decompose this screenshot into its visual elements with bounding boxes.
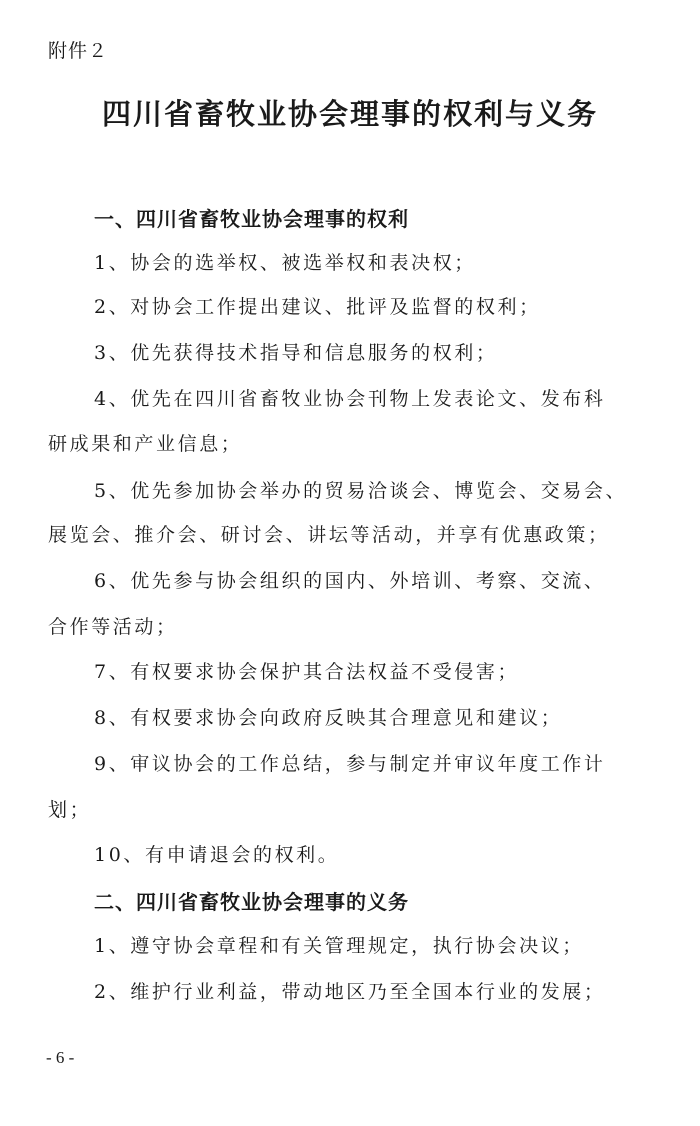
rights-line-4-cont: 研成果和产业信息；: [48, 433, 243, 455]
rights-line-8: 8、有权要求协会向政府反映其合理意见和建议；: [94, 707, 563, 729]
rights-line-7: 7、有权要求协会保护其合法权益不受侵害；: [94, 661, 520, 683]
rights-line-5-cont: 展览会、推介会、研讨会、讲坛等活动，并享有优惠政策；: [48, 524, 610, 546]
section-heading-rights: 一、四川省畜牧业协会理事的权利: [94, 207, 409, 231]
attachment-label: 附件２: [48, 40, 109, 62]
rights-line-6: 6、优先参与协会组织的国内、外培训、考察、交流、: [94, 570, 606, 592]
rights-line-10: 10、有申请退会的权利。: [94, 844, 340, 866]
rights-line-4: 4、优先在四川省畜牧业协会刊物上发表论文、发布科: [94, 388, 606, 410]
section-heading-duties: 二、四川省畜牧业协会理事的义务: [94, 890, 409, 914]
rights-line-9: 9、审议协会的工作总结，参与制定并审议年度工作计: [94, 753, 606, 775]
rights-line-5: 5、优先参加协会举办的贸易洽谈会、博览会、交易会、: [94, 480, 628, 502]
document-title: 四川省畜牧业协会理事的权利与义务: [101, 97, 598, 131]
duties-line-2: 2、维护行业利益，带动地区乃至全国本行业的发展；: [94, 981, 606, 1003]
rights-line-2: 2、对协会工作提出建议、批评及监督的权利；: [94, 296, 541, 318]
rights-line-3: 3、优先获得技术指导和信息服务的权利；: [94, 342, 498, 364]
duties-line-1: 1、遵守协会章程和有关管理规定，执行协会决议；: [94, 935, 584, 957]
rights-line-9-cont: 划；: [48, 799, 92, 821]
page-number: - 6 -: [46, 1048, 75, 1067]
rights-line-1: 1、协会的选举权、被选举权和表决权；: [94, 252, 476, 274]
rights-line-6-cont: 合作等活动；: [48, 616, 178, 638]
